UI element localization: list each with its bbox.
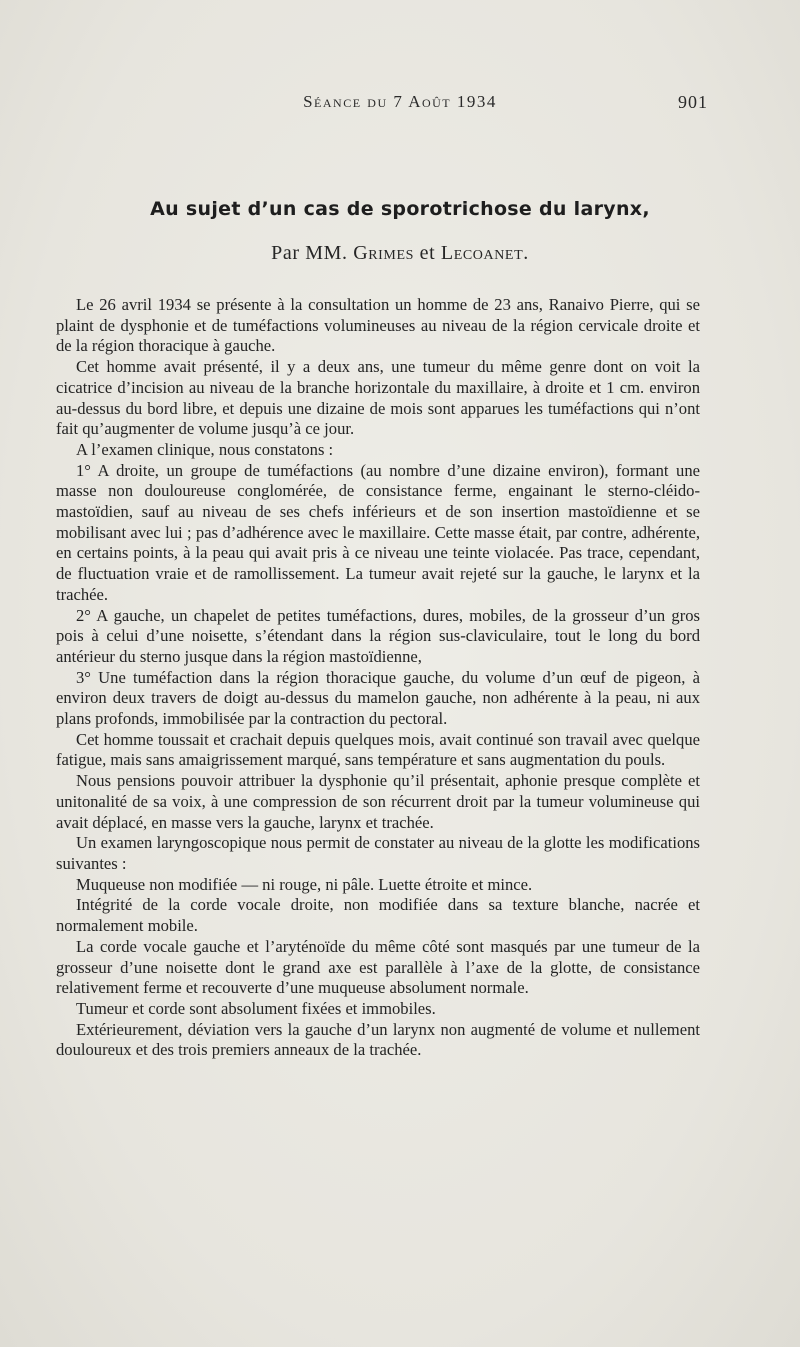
article-body — [56, 295, 700, 1061]
paragraph: Tumeur et corde sont absolument fixées et immobiles. — [76, 998, 436, 1018]
paragraph: 2° A gauche, un chapelet de petites tuméfactions, dures, mobiles, de la grosseur d’un gros pois à celui d’une noisette, s’étendant dans la région sus-claviculaire, tout le long du bord antérieur du sterno jusque dans la région mastoïdienne, — [56, 605, 700, 666]
page-number: 901 — [678, 92, 708, 112]
paragraph: Extérieurement, déviation vers la gauche d’un larynx non augmenté de volume et nullement douloureux et des trois premiers anneaux de la trachée. — [56, 1019, 700, 1060]
paragraph: La corde vocale gauche et l’aryténoïde du même côté sont masqués par une tumeur de la grosseur d’une noisette dont le grand axe est parallèle à l’axe de la glotte, de consistance relativement ferme et recouverte d’une muqueuse absolument normale. — [56, 936, 700, 998]
paragraph: Nous pensions pouvoir attribuer la dysphonie qu’il présentait, aphonie presque complète et unitonalité de sa voix, à une compression de son récurrent droit par la tumeur volumineuse qui avait déplacé, en masse vers la gauche, larynx et trachée. — [56, 771, 700, 832]
paragraph: Cet homme toussait et crachait depuis quelques mois, avait continué son travail avec quelque fatigue, mais sans amaigrissement marqué, sans température et sans augmentation du pouls. — [56, 729, 700, 770]
running-title: Séance du 7 Août 1934 — [303, 92, 497, 111]
paragraph: Cet homme avait présenté, il y a deux ans, une tumeur du même genre dont on voit la cicatrice d’incision au niveau de la branche horizontale du maxillaire, à droite et 1 cm. environ au-dessus du bord libre, et depuis une dizaine de mois sont apparues les tuméfactions qui n’ont fait qu’augmenter de volume jusqu’à ce jour. — [56, 357, 700, 439]
article-title: Au sujet d’un cas de sporotrichose du larynx, — [150, 198, 650, 220]
running-head — [0, 92, 800, 122]
author-name: Lecoanet. — [440, 242, 529, 264]
paragraph: Muqueuse non modifiée — ni rouge, ni pâle. Luette étroite et mince. — [76, 874, 533, 894]
paragraph: Intégrité de la corde vocale droite, non modifiée dans sa texture blanche, nacrée et normalement mobile. — [56, 895, 700, 936]
paragraph: A l’examen clinique, nous constatons : — [76, 439, 334, 459]
paragraph: 3° Une tuméfaction dans la région thoracique gauche, du volume d’un œuf de pigeon, à environ deux travers de doigt au-dessus du mamelon gauche, non adhérente à la peau, ni aux plans profonds, immobilisée par la contraction du pectoral. — [56, 667, 700, 729]
authors-prefix: Par MM. — [271, 242, 348, 264]
paragraph: Un examen laryngoscopique nous permit de constater au niveau de la glotte les modifications suivantes : — [56, 833, 700, 873]
article-authors — [0, 242, 800, 265]
authors-conjunction: et — [419, 242, 436, 264]
paragraph: 1° A droite, un groupe de tuméfactions (au nombre d’une dizaine environ), formant une masse non douloureuse conglomérée, de consistance ferme, engainant le sterno-cléido-mastoïdien, sauf au niveau de ses chefs inférieurs et de son insertion mastoïdienne et se mobilisant avec lui ; pas d’adhérence avec le maxillaire. Cette masse était, par contre, adhérente, en certains points, à la peau qui avait pris à ce niveau une teinte violacée. Pas trace, cependant, de fluctuation vraie et de ramollissement. La tumeur avait rejeté sur la gauche, le larynx et la trachée. — [56, 460, 700, 604]
paragraph: Le 26 avril 1934 se présente à la consultation un homme de 23 ans, Ranaivo Pierre, qui se plaint de dysphonie et de tuméfactions volumineuses au niveau de la région cervicale droite et de la région thoracique à gauche. — [56, 295, 700, 356]
author-name: Grimes — [353, 242, 415, 264]
